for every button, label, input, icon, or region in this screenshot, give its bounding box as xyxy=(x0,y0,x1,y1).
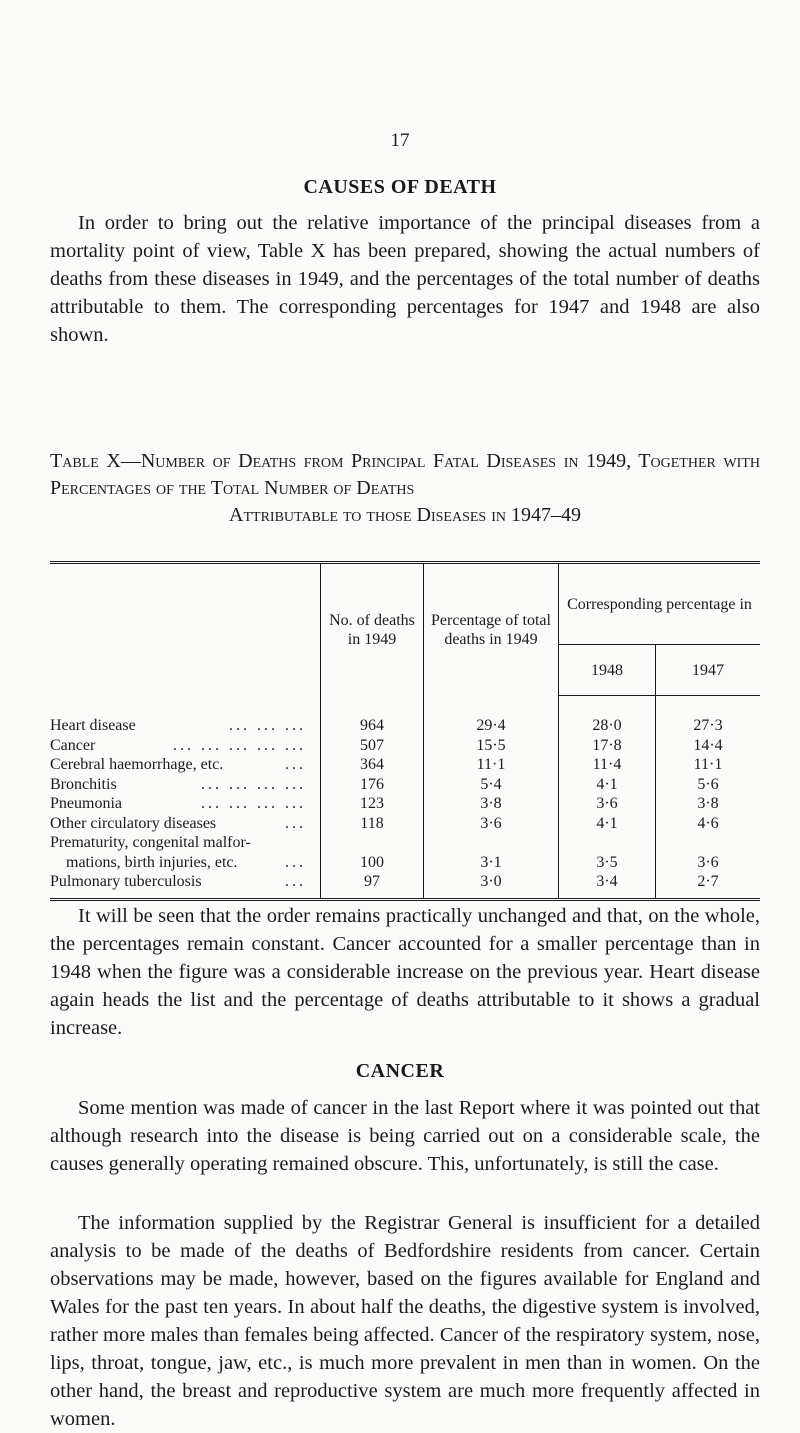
table-row xyxy=(50,775,760,795)
cell-pct-1948: 4·1 xyxy=(559,775,656,795)
cell-deaths: 97 xyxy=(321,872,424,892)
header-blank xyxy=(50,564,321,696)
leader-dots: ... xyxy=(285,756,306,773)
cell-deaths: 100 xyxy=(321,853,424,873)
row-label: Pulmonary tuberculosis xyxy=(50,873,202,890)
leader-dots: ... ... ... ... ... xyxy=(173,736,306,754)
cancer-paragraph-2: The information supplied by the Registrar General is insufficient for a detailed analysis to be made of the deaths of Bedfordshire residents from cancer. Certain observations may be made, however, based on the figures available for England and Wales for the past ten years. In about half the deaths, the digestive system is involved, rather more males than females being affected. Cancer of the respiratory system, nose, lips, throat, tongue, jaw, etc., is much more prevalent in men than in women. On the other hand, the breast and reproductive system are much more frequently affected in women. xyxy=(50,1212,760,1430)
row-label: Pneumonia xyxy=(50,795,122,812)
row-label: Cancer xyxy=(50,736,96,754)
leader-dots: ... ... ... ... xyxy=(201,795,306,812)
leader-dots: ... ... ... xyxy=(229,717,306,734)
cell-pct-1948: 4·1 xyxy=(559,814,656,834)
table-row xyxy=(50,794,760,814)
row-label: Heart disease xyxy=(50,717,136,734)
cell-pct-1947: 3·8 xyxy=(697,795,719,812)
cell-pct-1948: 3·5 xyxy=(559,853,656,873)
intro-paragraph: In order to bring out the relative importance of the principal diseases from a mortality point of view, Table X has been prepared, showing the actual numbers of deaths from these diseases in 1949, and the percentages of the total number of deaths attributable to them. The corresponding percentages for 1947 and 1948 are also shown. xyxy=(50,212,760,346)
table-row xyxy=(50,814,760,834)
cell-pct-1949: 3·1 xyxy=(424,853,559,873)
table-row xyxy=(50,755,760,775)
cell-pct-1948: 3·4 xyxy=(559,872,656,892)
row-label: Prematurity, congenital malfor- xyxy=(50,834,251,851)
cell-pct-1948: 17·8 xyxy=(559,736,656,756)
table-row xyxy=(50,716,760,736)
page-number: 17 xyxy=(390,130,410,151)
table-caption xyxy=(50,448,760,529)
header-deaths: No. of deaths in 1949 xyxy=(321,564,424,696)
cell-pct-1949: 15·5 xyxy=(424,736,559,756)
row-label: Other circulatory diseases xyxy=(50,814,217,832)
analysis-paragraph: It will be seen that the order remains practically unchanged and that, on the whole, the percentages remain constant. Cancer accounted for a smaller percentage than in 1948 when the figure was a considerable increase on the previous year. Heart disease again heads the list and the percentage of deaths attributable to it shows a gradual increase. xyxy=(50,905,760,1039)
header-1948: 1948 xyxy=(559,645,656,696)
cell-pct-1949: 3·6 xyxy=(424,814,559,834)
section-heading-causes-of-death: CAUSES OF DEATH xyxy=(303,176,497,198)
cell-deaths: 507 xyxy=(321,736,424,756)
cell-pct-1947: 4·6 xyxy=(697,814,719,832)
cell-pct-1947: 11·1 xyxy=(693,756,723,773)
section-heading-cancer: CANCER xyxy=(355,1060,445,1082)
cell-deaths: 176 xyxy=(321,775,424,795)
leader-dots: ... xyxy=(285,814,306,832)
deaths-table xyxy=(50,561,760,901)
cell-pct-1949: 3·8 xyxy=(424,794,559,814)
cell-deaths: 964 xyxy=(321,716,424,736)
row-label: mations, birth injuries, etc. xyxy=(66,853,238,871)
row-label: Cerebral haemorrhage, etc. xyxy=(50,756,224,773)
cell-deaths: 364 xyxy=(321,755,424,775)
cell-pct-1948: 3·6 xyxy=(559,794,656,814)
cell-pct-1947: 2·7 xyxy=(697,873,719,890)
table-row xyxy=(50,833,760,853)
leader-dots: ... ... ... ... xyxy=(201,775,306,793)
cell-pct-1947: 5·6 xyxy=(697,775,719,793)
table-row xyxy=(50,853,760,873)
cell-deaths: 118 xyxy=(321,814,424,834)
cell-pct-1949: 5·4 xyxy=(424,775,559,795)
cell-pct-1949: 11·1 xyxy=(424,755,559,775)
cell-pct-1948: 28·0 xyxy=(559,716,656,736)
cell-pct-1949: 29·4 xyxy=(424,716,559,736)
table-row xyxy=(50,872,760,892)
table-caption-line-2: Attributable to those Diseases in 1947–49 xyxy=(229,504,581,526)
header-corresponding: Corresponding percentage in xyxy=(559,564,761,645)
header-percentage: Percentage of total deaths in 1949 xyxy=(424,564,559,696)
cell-pct-1949: 3·0 xyxy=(424,872,559,892)
cell-pct-1947: 27·3 xyxy=(693,717,723,734)
leader-dots: ... xyxy=(285,853,306,871)
cell-pct-1948: 11·4 xyxy=(559,755,656,775)
header-1947: 1947 xyxy=(656,645,761,696)
cell-pct-1947: 3·6 xyxy=(697,853,719,871)
row-label: Bronchitis xyxy=(50,775,117,793)
table-caption-line-1: Table X—Number of Deaths from Principal Fatal Diseases in 1949, Together with Percentages of the Total Number of Deaths xyxy=(50,450,760,499)
cell-deaths: 123 xyxy=(321,794,424,814)
cell-pct-1947: 14·4 xyxy=(693,736,723,754)
table-row xyxy=(50,736,760,756)
leader-dots: ... xyxy=(285,873,306,890)
cancer-paragraph-1: Some mention was made of cancer in the last Report where it was pointed out that although research into the disease is being carried out on a considerable scale, the causes generally operating remained obscure. This, unfortunately, is still the case. xyxy=(50,1097,760,1175)
